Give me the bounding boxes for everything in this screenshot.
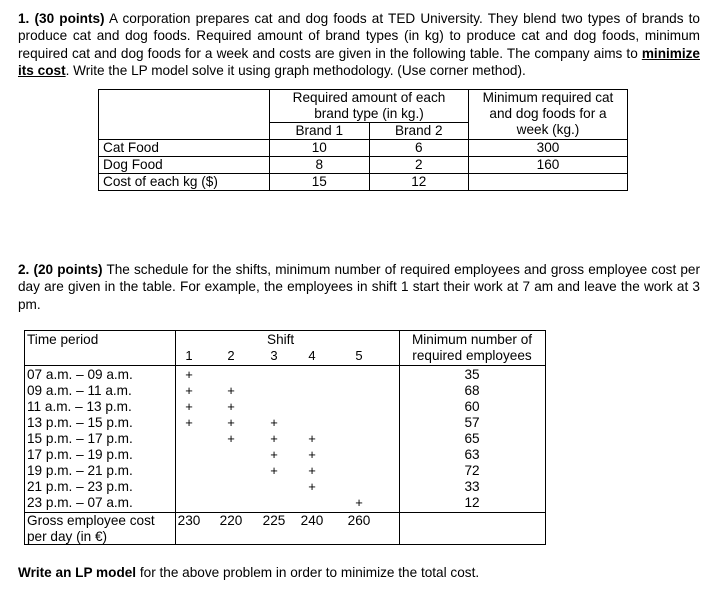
shift-coverage-mark: + [308,447,316,462]
brand-2-header: Brand 2 [369,123,469,140]
table-row [99,157,628,174]
question-1-heading: 1. (30 points) [18,11,105,26]
minimum-employees-value: 35 [464,367,480,382]
minimum-value: 300 [469,140,628,157]
cost-label-line-1: Gross employee cost [27,513,155,528]
closing-bold: Write an LP model [18,565,137,580]
question-2-heading: 2. (20 points) [18,262,103,277]
row-label: Cat Food [99,140,270,157]
shift-cost-value: 260 [347,513,371,528]
shift-header: Shift [267,332,295,347]
brand-requirements-table [98,89,628,191]
brand-2-value: 2 [369,157,469,174]
required-amount-header: Required amount of each brand type (in kg.) [270,90,469,123]
shift-coverage-mark: + [270,431,278,446]
shift-cost-value: 225 [262,513,286,528]
closing-text: for the above problem in order to minimize the total cost. [136,565,480,580]
brand-1-value: 15 [270,174,370,191]
question-1-emphasis: minimize its cost [18,45,700,79]
minimum-employees-value: 72 [464,463,480,478]
minimum-employees-value: 63 [464,447,480,462]
brand-1-value: 10 [270,140,370,157]
minimum-employees-header-line-2: required employees [412,348,532,363]
time-period-label: 19 p.m. – 21 p.m. [27,463,133,478]
shift-coverage-mark: + [227,383,235,398]
shift-coverage-mark: + [308,463,316,478]
shift-coverage-mark: + [227,415,235,430]
shift-coverage-mark: + [355,495,363,510]
shift-cost-value: 240 [300,513,324,528]
time-period-label: 17 p.m. – 19 p.m. [27,447,133,462]
time-period-label: 07 a.m. – 09 a.m. [27,367,133,382]
header-divider [25,365,545,366]
shift-coverage-mark: + [185,399,193,414]
minimum-employees-value: 60 [464,399,480,414]
brand-1-value: 8 [270,157,370,174]
brand-2-value: 6 [369,140,469,157]
time-period-label: 15 p.m. – 17 p.m. [27,431,133,446]
shift-number: 3 [270,348,278,363]
time-period-label: 21 p.m. – 23 p.m. [27,479,133,494]
minimum-employees-value: 68 [464,383,480,398]
row-label: Cost of each kg ($) [99,174,270,191]
minimum-employees-value: 57 [464,415,480,430]
time-period-label: 11 a.m. – 13 p.m. [27,399,132,414]
question-1-body-start: A corporation prepares cat and dog foods at TED University. They blend two types of brands to produce cat and dog foods. Required amount of brand types (in kg) to produce cat and dog foods, minimum required cat and dog foods for a week and costs are given in the following table. The company aims to [18,11,700,61]
brand-1-header: Brand 1 [270,123,370,140]
minimum-employees-value: 65 [464,431,480,446]
table-corner-cell [99,90,270,123]
shift-cost-value: 230 [177,513,201,528]
shift-coverage-mark: + [270,447,278,462]
table-row [99,140,628,157]
time-period-label: 13 p.m. – 15 p.m. [27,415,133,430]
closing-instruction [18,564,700,581]
shift-schedule-table [24,330,546,545]
shift-number: 1 [185,348,193,363]
time-period-label: 09 a.m. – 11 a.m. [27,383,132,398]
question-2-body: The schedule for the shifts, minimum number of required employees and gross employee cost per day are given in the table. For example, the employees in shift 1 start their work at 7 am and leave the work at 3 pm. [18,262,701,312]
question-1-text [18,10,700,80]
cost-label-line-2: per day (in €) [27,529,108,544]
table-row [99,174,628,191]
shift-cost-value: 220 [219,513,243,528]
shift-coverage-mark: + [270,415,278,430]
brand-2-value: 12 [369,174,469,191]
shift-coverage-mark: + [227,399,235,414]
shift-coverage-mark: + [185,415,193,430]
shift-number: 4 [308,348,316,363]
shift-coverage-mark: + [308,431,316,446]
minimum-value: 160 [469,157,628,174]
minimum-value [469,174,628,191]
minimum-employees-value: 33 [464,479,480,494]
shift-coverage-mark: + [308,479,316,494]
question-1-body-end: . Write the LP model solve it using graph methodology. (Use corner method). [65,63,526,79]
shift-coverage-mark: + [227,431,235,446]
question-2-text [18,261,700,313]
time-period-header: Time period [27,332,99,347]
table-corner-cell-lower [99,123,270,140]
minimum-employees-value: 12 [464,495,480,510]
time-period-label: 23 p.m. – 07 a.m. [27,495,133,510]
shift-coverage-mark: + [270,463,278,478]
minimum-required-header: Minimum required cat and dog foods for a week (kg.) [469,90,628,140]
shift-coverage-mark: + [185,367,193,382]
shift-number: 5 [355,348,363,363]
shift-coverage-mark: + [185,383,193,398]
row-label: Dog Food [99,157,270,174]
minimum-employees-header-line-1: Minimum number of [411,332,533,347]
shift-number: 2 [227,348,235,363]
